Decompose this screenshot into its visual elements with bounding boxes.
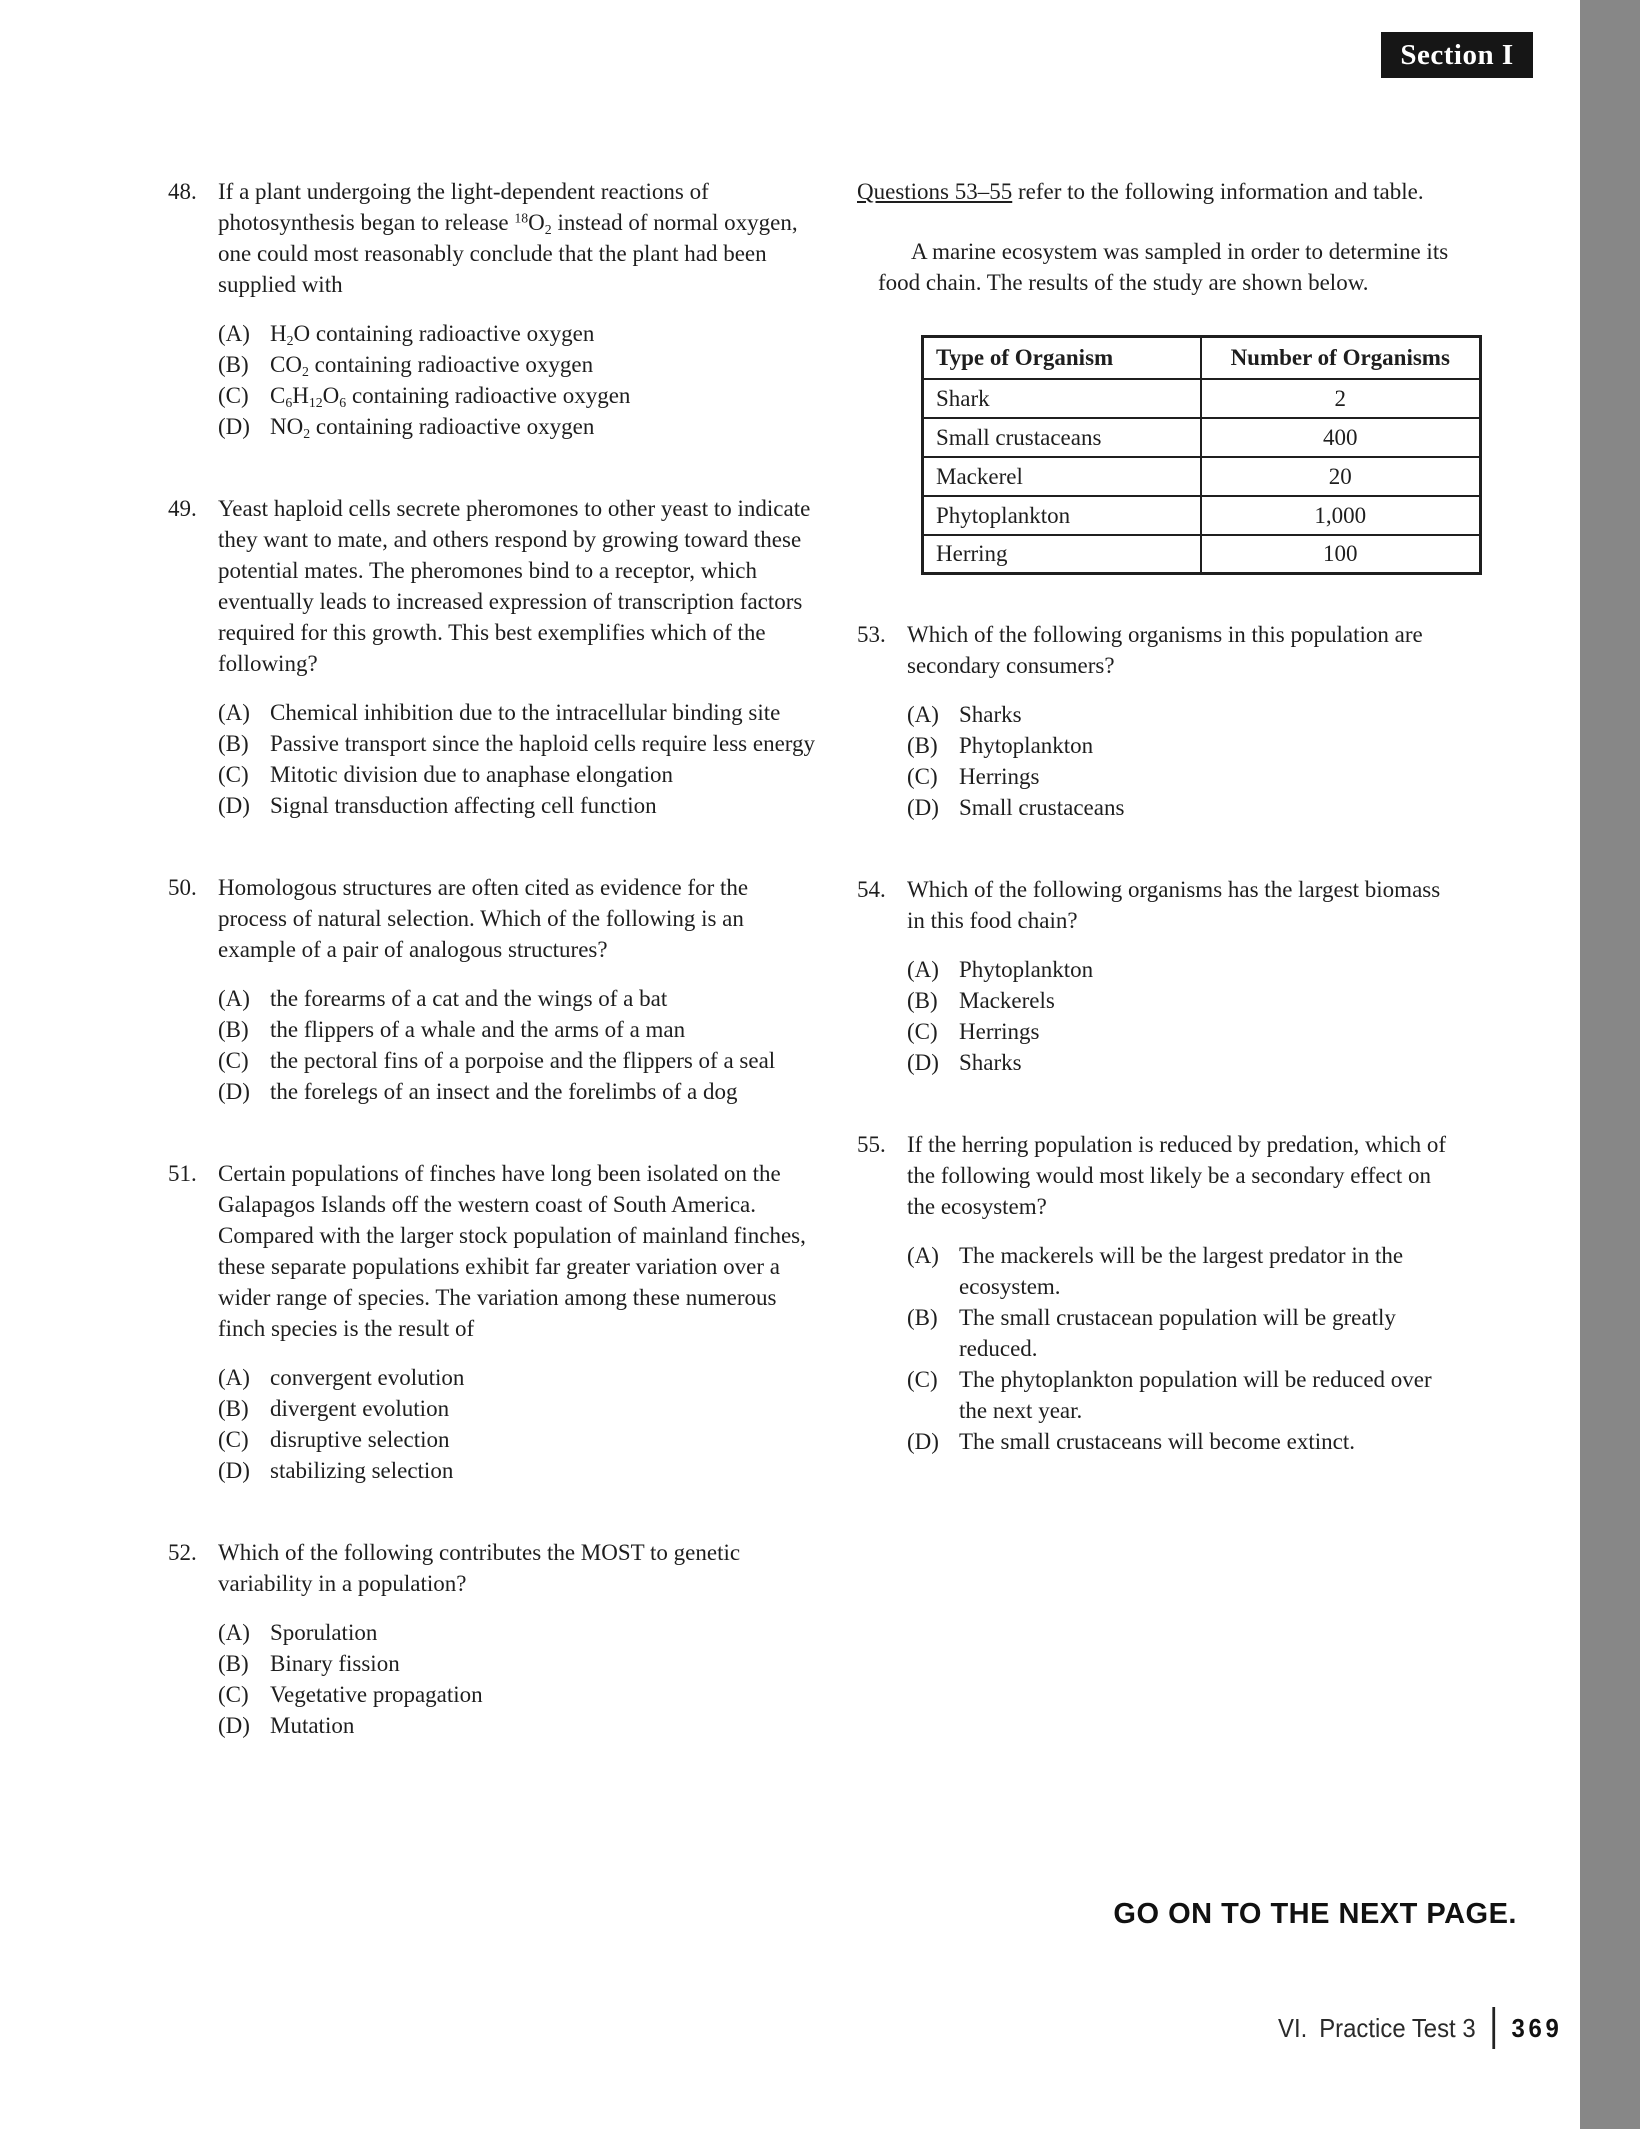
option-text: Phytoplankton	[959, 957, 1094, 982]
option-label: (C)	[218, 762, 249, 787]
option-text: divergent evolution	[270, 1396, 450, 1421]
option-label: (B)	[218, 1396, 249, 1421]
option-text: Mutation	[270, 1713, 355, 1738]
cell-organism: Herring	[923, 535, 1201, 574]
option-48-d	[218, 411, 818, 442]
organism-table	[921, 335, 1482, 575]
option-54-d	[907, 1047, 1457, 1078]
question-text: Which of the following organisms in this population are secondary consumers?	[907, 622, 1423, 678]
question-group-header	[857, 176, 1537, 207]
option-48-b	[218, 349, 818, 380]
question-text: Yeast haploid cells secrete pheromones to other yeast to indicate they want to mate, and others respond by growing toward these potential mates. The pheromones bind to a receptor, which eventually leads to increased expression of transcription factors required for this growth. This best exemplifies which of the following?	[218, 496, 811, 676]
go-on-instruction: GO ON TO THE NEXT PAGE.	[1113, 1898, 1517, 1930]
question-text: Homologous structures are often cited as evidence for the process of natural selection. Which of the following is an example of a pair of analogous structures?	[218, 875, 749, 962]
table-header-row	[923, 337, 1481, 379]
option-label: (C)	[907, 1019, 938, 1044]
option-label: (B)	[218, 352, 249, 377]
option-50-c	[218, 1045, 818, 1076]
option-text: The small crustacean population will be greatly reduced.	[959, 1305, 1396, 1361]
option-55-c	[907, 1364, 1457, 1426]
group-header-range: Questions 53–55	[857, 179, 1013, 204]
options-list	[218, 318, 818, 442]
option-label: (A)	[218, 1365, 250, 1390]
option-label: (A)	[907, 957, 939, 982]
option-text: Herrings	[959, 1019, 1040, 1044]
option-text: $NO_2$ containing radioactive oxygen	[270, 414, 595, 442]
question-53	[857, 619, 1457, 823]
question-number: 54.	[857, 877, 886, 902]
option-text: Mackerels	[959, 988, 1055, 1013]
right-column	[857, 176, 1457, 1508]
option-label: (D)	[907, 795, 939, 820]
question-number: 49.	[168, 496, 197, 521]
table-row	[923, 457, 1481, 496]
footer-divider	[1492, 2007, 1495, 2049]
cell-number: 100	[1201, 535, 1481, 574]
page-edge-bar	[1580, 0, 1640, 2129]
option-text: the pectoral fins of a porpoise and the flippers of a seal	[270, 1048, 776, 1073]
option-label: (B)	[907, 988, 938, 1013]
option-52-a	[218, 1617, 818, 1648]
option-48-c	[218, 380, 818, 411]
option-label: (C)	[218, 1427, 249, 1452]
option-label: (C)	[907, 764, 938, 789]
option-text: stabilizing selection	[270, 1458, 454, 1483]
option-text: Sporulation	[270, 1620, 378, 1645]
option-text: Mitotic division due to anaphase elongation	[270, 762, 674, 787]
options-list	[218, 983, 818, 1107]
option-label: (A)	[218, 986, 250, 1011]
options-list	[907, 1240, 1457, 1457]
question-number: 55.	[857, 1132, 886, 1157]
options-list	[907, 699, 1457, 823]
option-50-a	[218, 983, 818, 1014]
options-list	[218, 1617, 818, 1741]
option-53-a	[907, 699, 1457, 730]
option-label: (A)	[218, 321, 250, 346]
option-53-c	[907, 761, 1457, 792]
option-49-c	[218, 759, 818, 790]
option-55-b	[907, 1302, 1457, 1364]
option-label: (B)	[907, 1305, 938, 1330]
option-50-d	[218, 1076, 818, 1107]
option-55-d	[907, 1426, 1457, 1457]
question-51	[168, 1158, 818, 1486]
cell-organism: Small crustaceans	[923, 418, 1201, 457]
option-text: Chemical inhibition due to the intracellular binding site	[270, 700, 781, 725]
option-label: (A)	[907, 1243, 939, 1268]
options-list	[218, 697, 818, 821]
option-text: Vegetative propagation	[270, 1682, 483, 1707]
option-label: (C)	[218, 1048, 249, 1073]
option-text: $H_2O$ containing radioactive oxygen	[270, 321, 595, 349]
cell-number: 400	[1201, 418, 1481, 457]
option-51-a	[218, 1362, 818, 1393]
question-text: Which of the following contributes the MOST to genetic variability in a population?	[218, 1540, 741, 1596]
table-row	[923, 496, 1481, 535]
option-49-d	[218, 790, 818, 821]
question-49	[168, 493, 818, 821]
footer-title: Practice Test 3	[1319, 2012, 1476, 2043]
question-52	[168, 1537, 818, 1741]
option-text: The phytoplankton population will be reduced over the next year.	[959, 1367, 1432, 1423]
option-text: Sharks	[959, 1050, 1022, 1075]
options-list	[218, 1362, 818, 1486]
question-text: Which of the following organisms has the largest biomass in this food chain?	[907, 877, 1441, 933]
table-row	[923, 535, 1481, 574]
option-50-b	[218, 1014, 818, 1045]
option-label: (B)	[907, 733, 938, 758]
option-51-b	[218, 1393, 818, 1424]
question-number: 50.	[168, 875, 197, 900]
option-52-c	[218, 1679, 818, 1710]
option-52-d	[218, 1710, 818, 1741]
cell-number: 1,000	[1201, 496, 1481, 535]
option-label: (A)	[218, 1620, 250, 1645]
option-49-b	[218, 728, 818, 759]
option-text: Binary fission	[270, 1651, 400, 1676]
cell-organism: Mackerel	[923, 457, 1201, 496]
option-51-c	[218, 1424, 818, 1455]
option-text: the flippers of a whale and the arms of a man	[270, 1017, 686, 1042]
question-number: 53.	[857, 622, 886, 647]
option-text: the forearms of a cat and the wings of a bat	[270, 986, 668, 1011]
question-54	[857, 874, 1457, 1078]
footer-chapter: VI.	[1278, 2012, 1308, 2043]
question-text: If the herring population is reduced by predation, which of the following would most likely be a secondary effect on the ecosystem?	[907, 1132, 1447, 1219]
option-51-d	[218, 1455, 818, 1486]
cell-number: 20	[1201, 457, 1481, 496]
col-header-number: Number of Organisms	[1201, 337, 1481, 379]
option-label: (B)	[218, 731, 249, 756]
option-52-b	[218, 1648, 818, 1679]
option-55-a	[907, 1240, 1457, 1302]
option-48-a	[218, 318, 818, 349]
option-54-a	[907, 954, 1457, 985]
option-label: (D)	[218, 1458, 250, 1483]
section-label: Section I	[1400, 38, 1514, 71]
left-column	[168, 176, 818, 1792]
cell-number: 2	[1201, 379, 1481, 418]
option-label: (D)	[907, 1429, 939, 1454]
cell-organism: Shark	[923, 379, 1201, 418]
option-label: (B)	[218, 1017, 249, 1042]
option-text: The mackerels will be the largest predator in the ecosystem.	[959, 1243, 1404, 1299]
option-text: disruptive selection	[270, 1427, 450, 1452]
option-label: (A)	[218, 700, 250, 725]
option-label: (D)	[218, 1713, 250, 1738]
question-48	[168, 176, 818, 442]
section-tab	[1381, 32, 1533, 78]
group-header-rest: refer to the following information and table.	[1012, 179, 1424, 204]
footer-page-number: 369	[1511, 2012, 1563, 2043]
question-text: Certain populations of finches have long been isolated on the Galapagos Islands off the western coast of South America. Compared with the larger stock population of mainland finches, these separate populations exhibit far greater variation over a wider range of species. The variation among these numerous finch species is the result of	[218, 1161, 806, 1341]
question-number: 48.	[168, 179, 197, 204]
page-footer	[1278, 2007, 1562, 2049]
option-53-b	[907, 730, 1457, 761]
option-label: (C)	[218, 383, 249, 408]
option-54-c	[907, 1016, 1457, 1047]
option-49-a	[218, 697, 818, 728]
table-row	[923, 418, 1481, 457]
table-row	[923, 379, 1481, 418]
option-54-b	[907, 985, 1457, 1016]
option-text: Signal transduction affecting cell function	[270, 793, 657, 818]
options-list	[907, 954, 1457, 1078]
option-53-d	[907, 792, 1457, 823]
option-text: Phytoplankton	[959, 733, 1094, 758]
option-label: (C)	[218, 1682, 249, 1707]
option-text: the forelegs of an insect and the forelimbs of a dog	[270, 1079, 738, 1104]
option-label: (A)	[907, 702, 939, 727]
option-text: $CO_2$ containing radioactive oxygen	[270, 352, 594, 380]
option-label: (D)	[218, 1079, 250, 1104]
question-number: 51.	[168, 1161, 197, 1186]
option-label: (D)	[907, 1050, 939, 1075]
option-text: Passive transport since the haploid cells require less energy	[270, 731, 816, 756]
option-label: (B)	[218, 1651, 249, 1676]
col-header-organism: Type of Organism	[923, 337, 1201, 379]
option-label: (C)	[907, 1367, 938, 1392]
option-label: (D)	[218, 793, 250, 818]
option-text: Sharks	[959, 702, 1022, 727]
question-text: If a plant undergoing the light-dependent reactions of photosynthesis began to release $^{18}O_2$ instead of normal oxygen, one could most reasonably conclude that the plant had been supplied with	[218, 179, 798, 297]
question-50	[168, 872, 818, 1107]
cell-organism: Phytoplankton	[923, 496, 1201, 535]
option-text: The small crustaceans will become extinct.	[959, 1429, 1355, 1454]
group-intro-paragraph: A marine ecosystem was sampled in order to determine its food chain. The results of the study are shown below.	[878, 239, 1449, 295]
option-label: (D)	[218, 414, 250, 439]
option-text: convergent evolution	[270, 1365, 465, 1390]
option-text: Small crustaceans	[959, 795, 1125, 820]
question-number: 52.	[168, 1540, 197, 1565]
question-55	[857, 1129, 1457, 1457]
option-text: $C_6H_{12}O_6$ containing radioactive oxygen	[270, 383, 631, 411]
option-text: Herrings	[959, 764, 1040, 789]
